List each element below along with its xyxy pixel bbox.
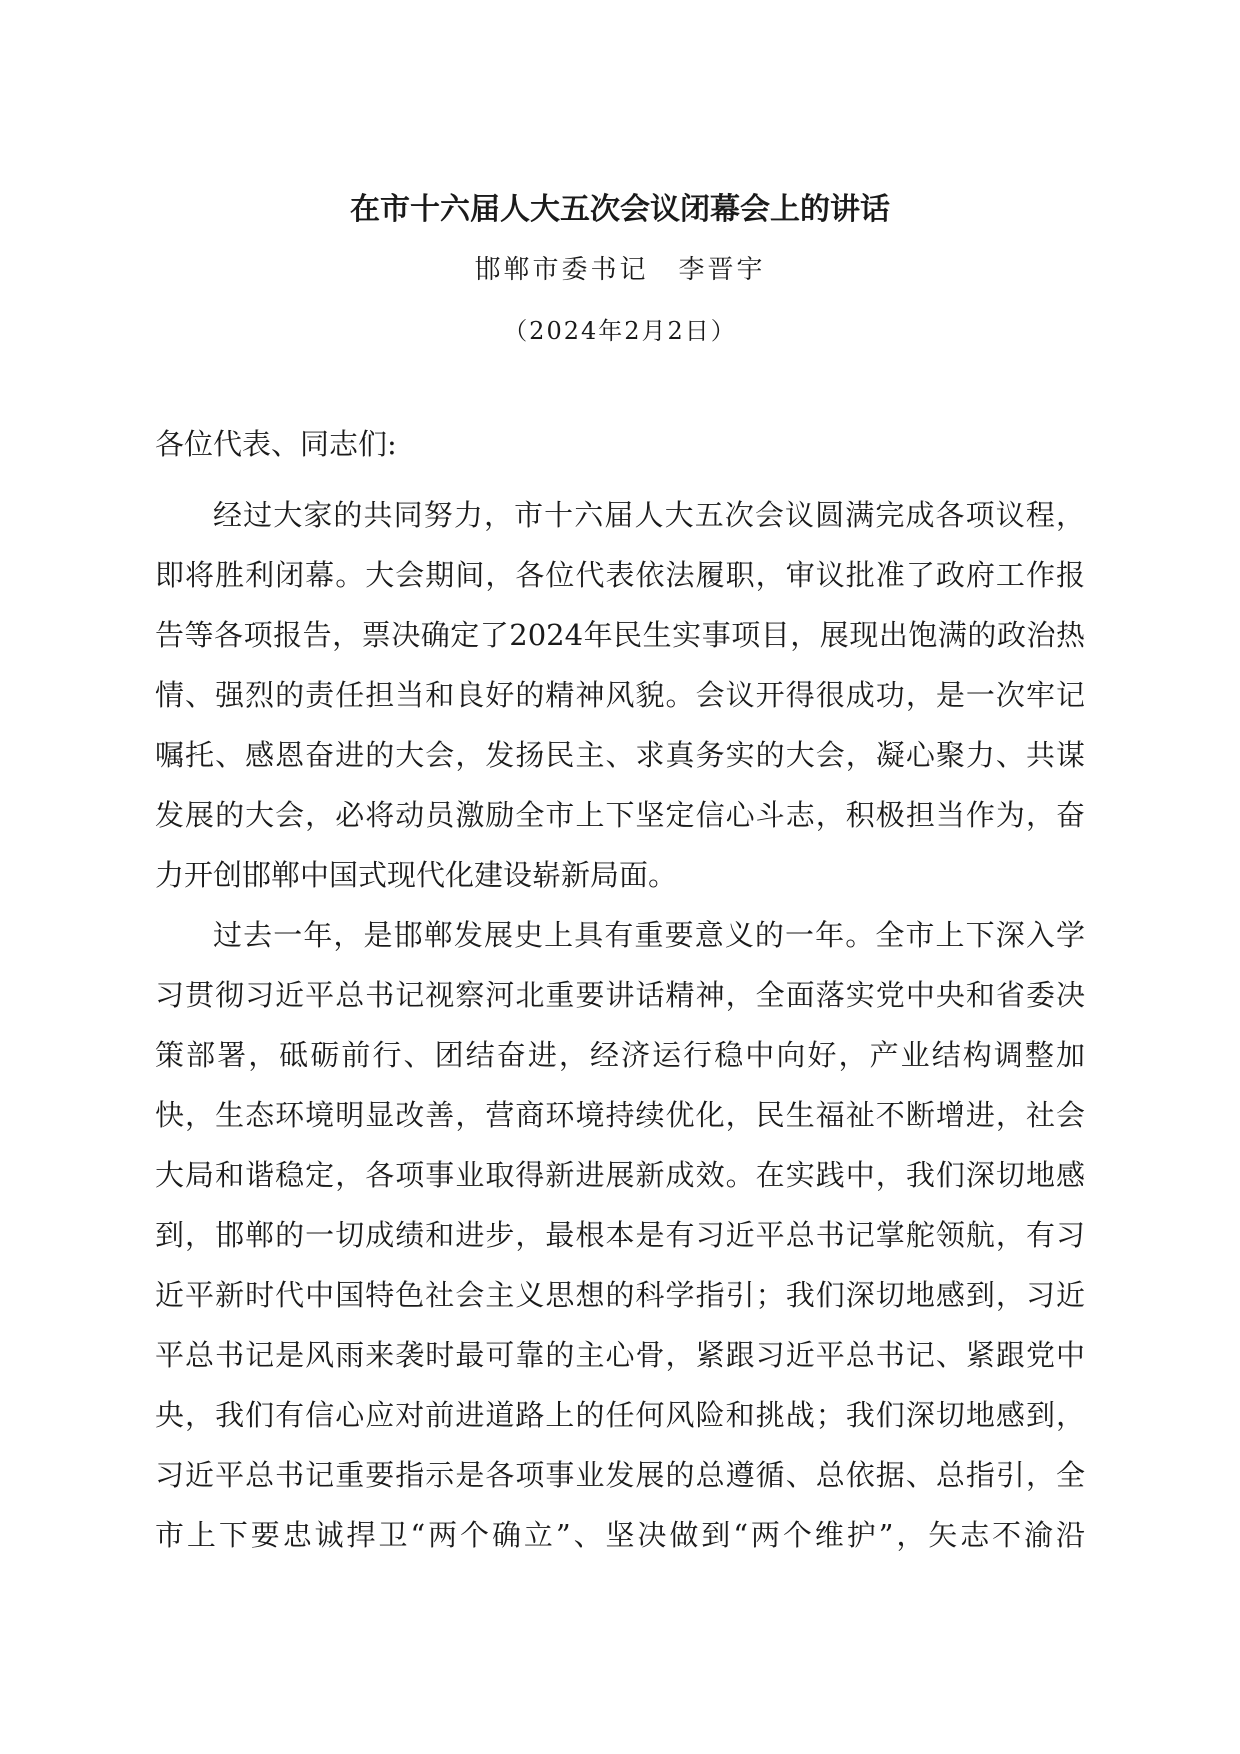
text-line: 即将胜利闭幕。大会期间，各位代表依法履职，审议批准了政府工作报 bbox=[155, 558, 1085, 592]
text-line: 策部署，砥砺前行、团结奋进，经济运行稳中向好，产业结构调整加 bbox=[155, 1038, 1085, 1072]
speech-body bbox=[155, 426, 1085, 1565]
text-line: 发展的大会，必将动员激励全市上下坚定信心斗志，积极担当作为，奋 bbox=[155, 798, 1085, 832]
text-line: 快，生态环境明显改善，营商环境持续优化，民生福祉不断增进，社会 bbox=[155, 1098, 1085, 1132]
text-line: 到，邯郸的一切成绩和进步，最根本是有习近平总书记掌舵领航，有习 bbox=[155, 1218, 1085, 1252]
text-line: 平总书记是风雨来袭时最可靠的主心骨，紧跟习近平总书记、紧跟党中 bbox=[155, 1338, 1085, 1372]
text-line: 过去一年，是邯郸发展史上具有重要意义的一年。全市上下深入学 bbox=[213, 918, 1085, 952]
speech-date: （2024年2月2日） bbox=[503, 317, 737, 345]
text-line: 告等各项报告，票决确定了2024年民生实事项目，展现出饱满的政治热 bbox=[155, 618, 1085, 652]
text-line: 习贯彻习近平总书记视察河北重要讲话精神，全面落实党中央和省委决 bbox=[155, 978, 1085, 1012]
paragraph-1 bbox=[155, 485, 1085, 905]
text-line: 力开创邯郸中国式现代化建设崭新局面。 bbox=[155, 858, 678, 892]
text-line: 央，我们有信心应对前进道路上的任何风险和挑战；我们深切地感到， bbox=[155, 1398, 1085, 1432]
text-line: 近平新时代中国特色社会主义思想的科学指引；我们深切地感到，习近 bbox=[155, 1278, 1085, 1312]
text-line: 市上下要忠诚捍卫“两个确立”、坚决做到“两个维护”，矢志不渝沿 bbox=[155, 1518, 1085, 1552]
salutation: 各位代表、同志们: bbox=[155, 427, 397, 461]
text-line: 习近平总书记重要指示是各项事业发展的总遵循、总依据、总指引，全 bbox=[155, 1458, 1085, 1492]
text-line: 大局和谐稳定，各项事业取得新进展新成效。在实践中，我们深切地感 bbox=[155, 1158, 1085, 1192]
text-line: 经过大家的共同努力，市十六届人大五次会议圆满完成各项议程， bbox=[213, 498, 1085, 532]
author-role: 邯郸市委书记 bbox=[474, 255, 649, 285]
paragraph-2 bbox=[155, 905, 1085, 1565]
author-name: 李晋宇 bbox=[678, 255, 766, 285]
text-line: 情、强烈的责任担当和良好的精神风貌。会议开得很成功，是一次牢记 bbox=[155, 678, 1085, 712]
text-line: 嘱托、感恩奋进的大会，发扬民主、求真务实的大会，凝心聚力、共谋 bbox=[155, 738, 1085, 772]
author-line bbox=[0, 252, 1240, 288]
document-title: 在市十六届人大五次会议闭幕会上的讲话 bbox=[350, 192, 890, 227]
